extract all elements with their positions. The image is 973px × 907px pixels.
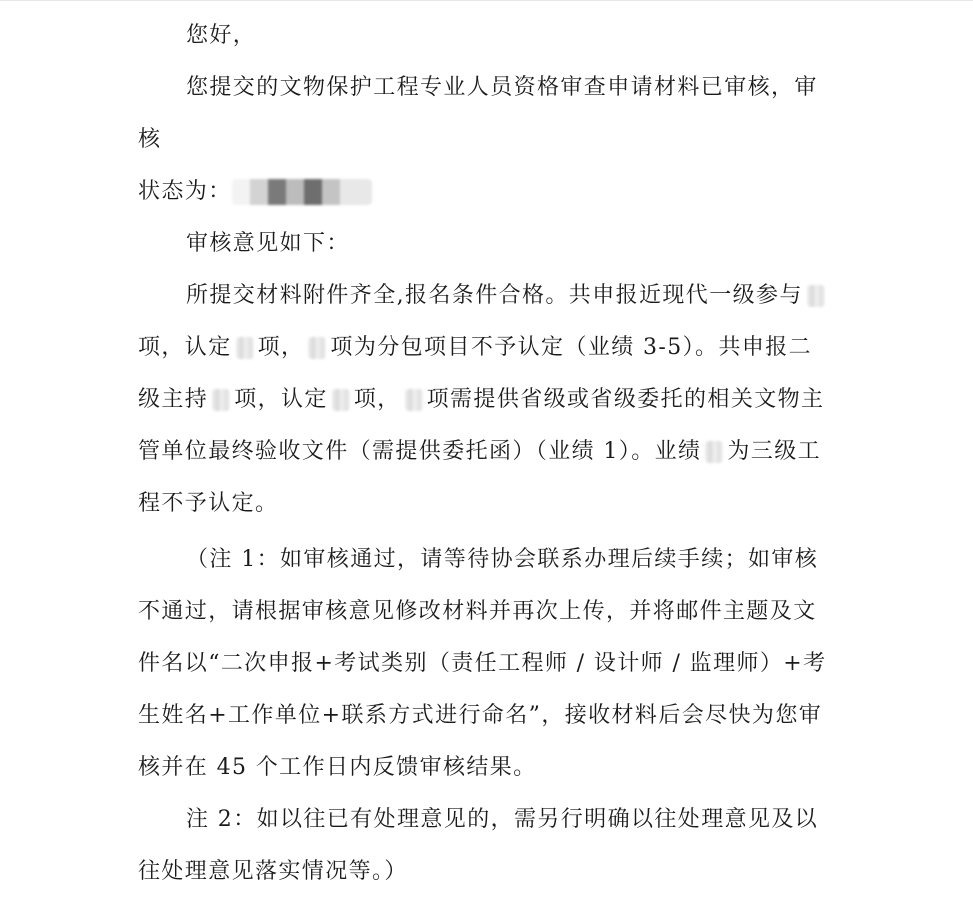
redacted-number <box>705 441 723 463</box>
status-label: 状态为： <box>138 179 232 204</box>
document-body <box>138 10 830 898</box>
opinion-segment: 项， <box>257 335 305 360</box>
note2-text: 注 2：如以往已有处理意见的，需另行明确以往处理意见及以往处理意见落实情况等。） <box>138 807 819 884</box>
opinion-segment: 所提交材料附件齐全,报名条件合格。共申报近现代一级参与 <box>186 283 803 308</box>
opinion-segment: 项，认定 <box>138 335 232 360</box>
opinion-segment: 为三级工程不予认定。 <box>138 439 822 516</box>
opinion-segment: 项为分包项目不予认定（业绩 3-5）。共申报二级主持 <box>138 335 813 412</box>
status-paragraph <box>138 62 830 218</box>
greeting-text: 您好， <box>186 23 257 48</box>
redacted-number <box>308 337 326 359</box>
opinion-heading <box>138 218 830 270</box>
greeting-paragraph <box>138 10 830 62</box>
opinion-segment: 项需提供省级或省级委托的相关文物主管单位最终验收文件（需提供委托函）（业绩 1）。业绩 <box>138 387 825 464</box>
opinion-segment: 项， <box>353 387 401 412</box>
redacted-number <box>332 389 350 411</box>
redacted-status-value <box>232 179 372 205</box>
redacted-number <box>236 337 254 359</box>
redacted-number <box>212 389 230 411</box>
note1-text: （注 1：如审核通过，请等待协会联系办理后续手续；如审核不通过，请根据审核意见修改材料并再次上传，并将邮件主题及文件名以“二次申报+考试类别（责任工程师 / 设计师 / 监理师）+考生姓名+工作单位+联系方式进行命名”，接收材料后会尽快为您审核并在 45 个工作日内反馈审核结果。 <box>138 547 827 780</box>
opinion-paragraph <box>138 270 830 530</box>
status-text: 您提交的文物保护工程专业人员资格审查申请材料已审核，审核 <box>138 75 818 152</box>
opinion-segment: 项，认定 <box>234 387 328 412</box>
opinion-heading-text: 审核意见如下： <box>186 231 350 256</box>
top-border-line <box>0 0 973 1</box>
note2-paragraph <box>138 794 830 898</box>
note1-paragraph <box>138 534 830 794</box>
redacted-number <box>405 389 423 411</box>
redacted-number <box>807 285 825 307</box>
